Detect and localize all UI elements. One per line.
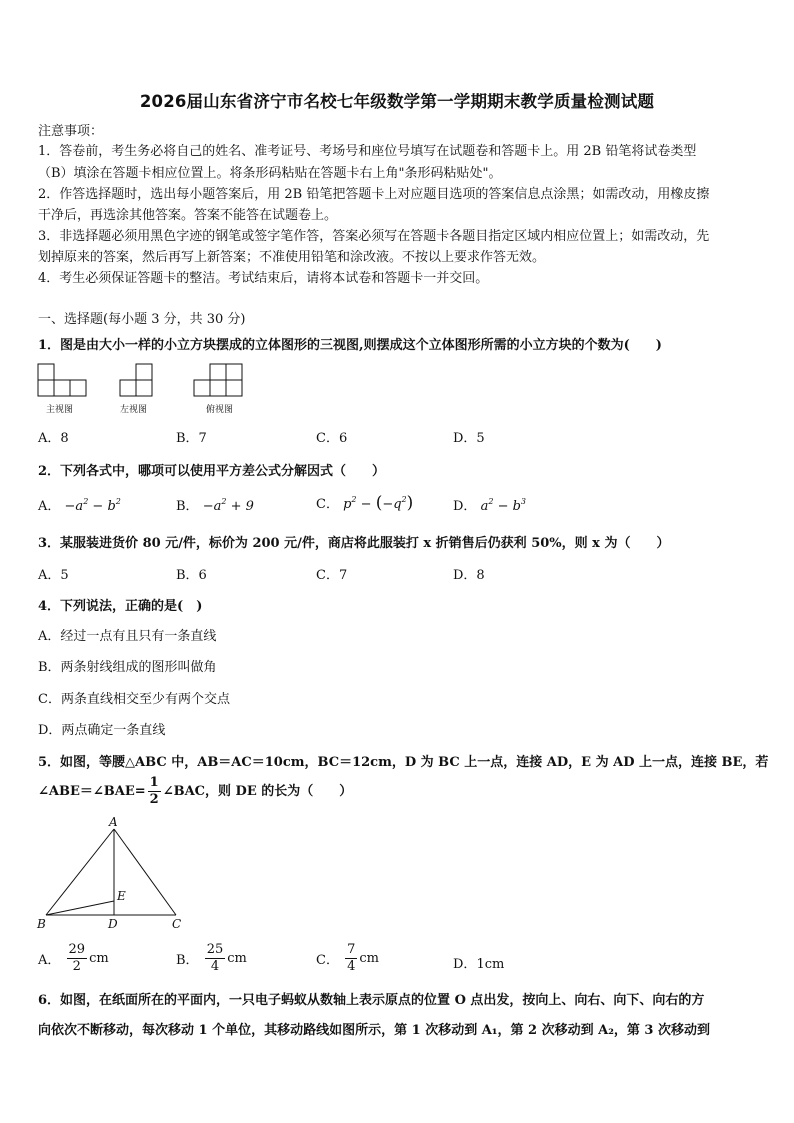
question-1-stem: 1．图是由大小一样的小立方块摆成的立体图形的三视图,则摆成这个立体图形所需的小立方块的个数为( )	[38, 338, 662, 353]
question-3-stem: 3．某服装进货价 80 元/件，标价为 200 元/件，商店将此服装打 x 折销售后仍获利 50%，则 x 为（ ）	[38, 536, 670, 551]
label-e: E	[117, 889, 126, 903]
option-letter: D．	[453, 499, 477, 514]
notice-line: 3．非选择题必须用黑色字迹的钢笔或签字笔作答，答案必须写在答题卡各题目指定区域内相应位置上；如需改动，先	[38, 229, 710, 244]
fraction-denominator: 4	[347, 959, 356, 974]
expression: $-a^2 - b^2$	[64, 497, 121, 514]
q1-option-a[interactable]: A．8	[38, 431, 69, 446]
q3-option-c[interactable]: C．7	[316, 568, 348, 583]
label-b: B	[37, 917, 46, 931]
notice-line: 1．答卷前，考生务必将自己的姓名、准考证号、考场号和座位号填写在试题卷和答题卡上。用 2B 铅笔将试卷类型	[38, 144, 697, 159]
option-text: 1cm	[476, 957, 505, 972]
expression: $-a^2 + 9$	[202, 497, 254, 514]
unit: cm	[359, 951, 379, 966]
q4-option-c[interactable]: C．两条直线相交至少有两个交点	[38, 692, 230, 707]
fraction-denominator: 2	[72, 959, 81, 974]
option-fraction	[345, 942, 357, 975]
q1-option-d[interactable]: D．5	[453, 431, 485, 446]
notice-line: 2．作答选择题时，选出每小题答案后，用 2B 铅笔把答题卡上对应题目选项的答案信息点涂黑；如需改动，用橡皮擦	[38, 187, 710, 202]
notice-heading: 注意事项：	[38, 124, 104, 139]
fraction-half	[148, 775, 161, 808]
side-view-label: 左视图	[120, 405, 148, 415]
option-letter: C．	[316, 497, 339, 512]
page-title: 2026届山东省济宁市名校七年级数学第一学期期末教学质量检测试题	[139, 92, 655, 111]
question-4-stem: 4．下列说法，正确的是( )	[38, 599, 203, 614]
notice-line: 干净后，再选涂其他答案。答案不能答在试题卷上。	[38, 208, 338, 223]
fraction-numerator: 1	[149, 775, 159, 790]
q2-option-d[interactable]	[453, 495, 526, 514]
expression: $a^2 - b^3$	[480, 497, 527, 514]
question-6-stem-continued: 向依次不断移动，每次移动 1 个单位，其移动路线如图所示，第 1 次移动到 A₁，第 2 次移动到 A₂，第 3 次移动到	[38, 1023, 711, 1038]
q4-option-d[interactable]: D．两点确定一条直线	[38, 723, 166, 738]
top-view	[194, 364, 242, 396]
q2-option-c[interactable]	[316, 493, 413, 513]
notice-line: 划掉原来的答案，然后再写上新答案；不准使用铅笔和涂改液。不按以上要求作答无效。	[38, 250, 546, 265]
side-view	[120, 364, 152, 396]
section-heading: 一、选择题(每小题 3 分，共 30 分)	[38, 312, 246, 327]
q5-option-a[interactable]	[38, 942, 109, 975]
unit: cm	[227, 951, 247, 966]
option-letter: C．	[316, 953, 339, 968]
fraction-denominator: 4	[210, 959, 220, 974]
expression: $p^2 - (-q^2)$	[343, 493, 414, 513]
fraction-denominator: 2	[149, 792, 159, 807]
front-view-label: 主视图	[46, 405, 74, 415]
q2-option-a[interactable]	[38, 495, 121, 514]
option-fraction	[67, 942, 88, 975]
top-view-label: 俯视图	[206, 405, 234, 415]
q1-option-c[interactable]: C．6	[316, 431, 348, 446]
fraction-numerator: 25	[206, 942, 224, 957]
q5-option-d[interactable]	[453, 953, 504, 972]
q3-option-a[interactable]: A．5	[38, 568, 69, 583]
side-ab	[46, 829, 114, 915]
q5-option-b[interactable]	[176, 942, 247, 975]
notice-line: 4．考生必须保证答题卡的整洁。考试结束后，请将本试卷和答题卡一并交回。	[38, 271, 489, 286]
q3-option-d[interactable]: D．8	[453, 568, 485, 583]
notice-line: （B）填涂在答题卡相应位置上。将条形码粘贴在答题卡右上角"条形码粘贴处"。	[38, 166, 502, 181]
q3-option-b[interactable]: B．6	[176, 568, 207, 583]
question-2-stem: 2．下列各式中，哪项可以使用平方差公式分解因式（ ）	[38, 464, 386, 479]
question-6-stem: 6．如图，在纸面所在的平面内，一只电子蚂蚁从数轴上表示原点的位置 O 点出发，按向上、向右、向下、向右的方	[38, 993, 705, 1008]
option-fraction	[205, 942, 226, 975]
question-5-stem: 5．如图，等腰△ABC 中，AB＝AC＝10cm，BC＝12cm，D 为 BC 上一点，连接 AD，E 为 AD 上一点，连接 BE，若	[38, 755, 769, 770]
label-c: C	[172, 917, 182, 931]
fraction-numerator: 29	[68, 942, 86, 957]
front-view	[38, 364, 86, 396]
q2-option-b[interactable]	[176, 495, 254, 514]
segment-be	[46, 901, 114, 915]
option-letter: B．	[176, 499, 199, 514]
option-letter: B．	[176, 953, 199, 968]
q4-option-a[interactable]: A．经过一点有且只有一条直线	[38, 629, 217, 644]
fraction-numerator: 7	[347, 942, 356, 957]
option-letter: A．	[38, 953, 61, 968]
option-letter: D．	[453, 957, 477, 972]
q4-option-b[interactable]: B．两条射线组成的图形叫做角	[38, 660, 217, 675]
angle-equation: ∠ABE＝∠BAE=	[38, 784, 146, 799]
question-5-stem-continued	[38, 775, 352, 808]
label-a: A	[109, 815, 118, 829]
triangle-figure	[34, 815, 194, 935]
unit: cm	[89, 951, 109, 966]
label-d: D	[108, 917, 118, 931]
option-letter: A．	[38, 499, 61, 514]
angle-equation-tail: ∠BAC，则 DE 的长为（ ）	[162, 784, 353, 799]
q5-option-c[interactable]	[316, 942, 379, 975]
q1-option-b[interactable]: B．7	[176, 431, 207, 446]
